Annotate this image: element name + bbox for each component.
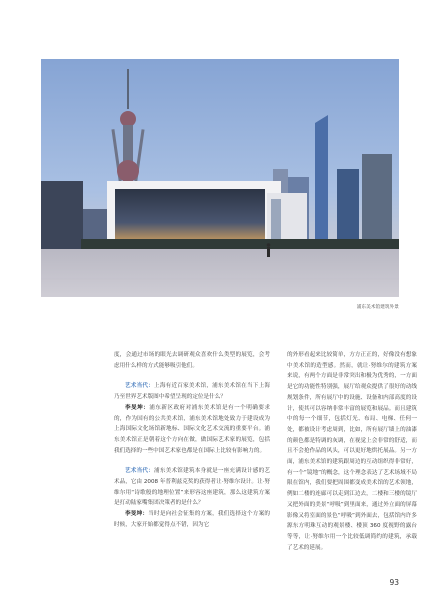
right-column-paragraph: 的外形看起来比较简单，方方正正的，好像没有想象中美术馆的造型感。然而，就让·努维尔的建筑方案来说，有两个方面是非常突出和极为优秀的，一方面是它的功能性特别强，展厅给观众提供了很好的动线规划条件，所有展厅中的设施、设备和内部高度的设计，使其可以容纳非常丰富的展览和展品。而且建筑中的每一个细节，包括灯光、布局、电梯、任何一处，都被设计考虑周到，比如，所有展厅墙上的油漆的颜色都是特调的灰调，在视觉上会非常的舒适，而且不会抢作品的风头，可以更好地烘托展品。另一方面，浦东美术馆的建筑跟周边的互动组织得非常好，有一个“镜地”的概念，这个理念表达了艺术场域不局限在馆内，我们要把周围都变成美术馆的艺术领地，例如二楼的连廊可以走到江边去，二楼和三楼的镜厅又把外面的美景“呼吸”到里面来，通过外立面的屏幕影像又将室面的景色“呼吸”到外面去，包括馆内许多源东方明珠互动的观景楼、楼顶 360 度视野的露台等等，让·努维尔用一个比较低调简约的建筑，承载了艺术的延展。 xyxy=(287,352,417,551)
paragraph-gap xyxy=(114,456,270,466)
page-number: 93 xyxy=(389,578,399,587)
photo-caption: 浦东美术馆建筑外景 xyxy=(356,305,399,310)
speaker-label: 李旻坤： xyxy=(125,404,150,411)
paragraph-gap xyxy=(114,371,270,381)
left-column-paragraph xyxy=(114,381,270,402)
left-column-paragraph xyxy=(114,350,270,371)
left-text-column xyxy=(114,350,270,531)
paragraph-text: 上海有近百家美术馆，浦东美术馆在当下上海乃至世界艺术版图中希望呈现的定位是什么？ xyxy=(114,383,270,401)
speaker-label: 艺术当代： xyxy=(125,383,155,390)
paragraph-text: 度，会通过市场的眼光去调研观众喜欢什么类型的展览，会考虑用什么样的方式能够吸引他们。 xyxy=(114,352,270,369)
paragraph-text: 浦东新区政府对浦东美术馆是有一个明确要求的，作为国有的公共美术馆，浦东美术馆地处致力于建设成为上海国际文化场馆新地标、国际文化艺术交流的重要平台。浦东美术馆正是朝着这个方向在做，做国际艺术家的展览，包括我们选择的一些中国艺术家也都是在国际上比较有影响力的。 xyxy=(114,404,270,454)
right-text-column xyxy=(287,350,417,553)
speaker-label: 李旻坤： xyxy=(125,511,149,518)
museum-exterior-photo xyxy=(41,59,399,297)
left-column-paragraph xyxy=(114,403,270,457)
speaker-label: 艺术当代： xyxy=(125,468,155,475)
paragraph-text: 浦东美术馆建筑本身就是一座充满设计感的艺术品，它由 2008 年普利兹克奖的获得者让·努维尔设计。让·努维尔用“诗歌般的地理位置”来形容这座建筑，那么这建筑方案是打动陆家嘴集团决策者的是什么？ xyxy=(114,468,270,507)
left-column-paragraph xyxy=(114,466,270,509)
paragraph-text: 当时是向社会征集的方案，我们选择这个方案的时候，大家开始都觉得点不错，因为它 xyxy=(114,511,270,528)
left-column-paragraph xyxy=(114,509,270,530)
